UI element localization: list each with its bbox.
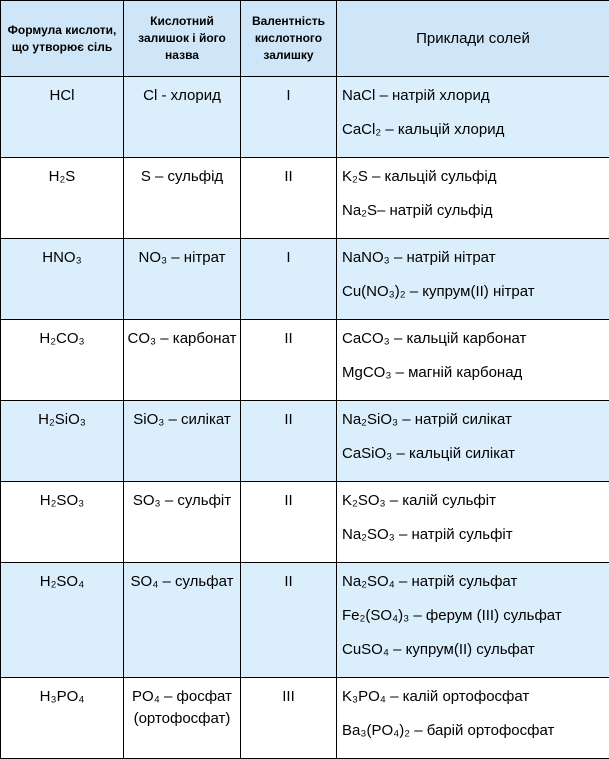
salt-example: CaSiO₃ – кальцій силікат bbox=[342, 443, 605, 477]
table-row bbox=[1, 678, 609, 759]
acid-residue: SO₃ – сульфіт bbox=[124, 482, 241, 563]
salt-example: NaCl – натрій хлорид bbox=[342, 85, 605, 119]
salt-example: CuSO₄ – купрум(II) сульфат bbox=[342, 639, 605, 673]
table-row bbox=[1, 401, 609, 482]
acid-residue: PO₄ – фосфат (ортофосфат) bbox=[124, 678, 241, 759]
salt-example: MgCO₃ – магній карбонад bbox=[342, 362, 605, 396]
salt-examples bbox=[337, 239, 609, 320]
acid-formula: H₂S bbox=[1, 158, 124, 239]
header-acid-residue: Кислотний залишок і його назва bbox=[124, 1, 241, 77]
header-valence: Валентність кислотного залишку bbox=[241, 1, 337, 77]
residue-valence: II bbox=[241, 320, 337, 401]
salt-example: CaCO₃ – кальцій карбонат bbox=[342, 328, 605, 362]
salt-examples bbox=[337, 482, 609, 563]
table-row bbox=[1, 482, 609, 563]
table-header-row bbox=[1, 1, 609, 77]
salt-example: Ba₃(PO₄)₂ – барій ортофосфат bbox=[342, 720, 605, 754]
salt-example: CaCl₂ – кальцій хлорид bbox=[342, 119, 605, 153]
salt-example: Cu(NO₃)₂ – купрум(II) нітрат bbox=[342, 281, 605, 315]
salt-example: Fe₂(SO₄)₃ – ферум (III) сульфат bbox=[342, 605, 605, 639]
salt-examples bbox=[337, 678, 609, 759]
header-salt-examples: Приклади солей bbox=[337, 1, 609, 77]
salt-example: Na₂SO₃ – натрій сульфіт bbox=[342, 524, 605, 558]
salt-example: K₃PO₄ – калій ортофосфат bbox=[342, 686, 605, 720]
acid-residue: S – сульфід bbox=[124, 158, 241, 239]
acid-formula: HCl bbox=[1, 77, 124, 158]
salt-example: NaNO₃ – натрій нітрат bbox=[342, 247, 605, 281]
salt-example: Na₂SO₄ – натрій сульфат bbox=[342, 571, 605, 605]
salt-example: K₂SO₃ – калій сульфіт bbox=[342, 490, 605, 524]
residue-valence: II bbox=[241, 563, 337, 678]
table-row bbox=[1, 77, 609, 158]
salt-examples bbox=[337, 158, 609, 239]
acid-residue: NO₃ – нітрат bbox=[124, 239, 241, 320]
acid-residue: SO₄ – сульфат bbox=[124, 563, 241, 678]
acid-formula: H₂CO₃ bbox=[1, 320, 124, 401]
salt-examples bbox=[337, 401, 609, 482]
salt-examples bbox=[337, 563, 609, 678]
salt-examples bbox=[337, 320, 609, 401]
acid-formula: H₂SO₄ bbox=[1, 563, 124, 678]
salt-examples bbox=[337, 77, 609, 158]
residue-valence: I bbox=[241, 77, 337, 158]
acid-residue: CO₃ – карбонат bbox=[124, 320, 241, 401]
residue-valence: II bbox=[241, 401, 337, 482]
acid-residue: Cl - хлорид bbox=[124, 77, 241, 158]
table-row bbox=[1, 158, 609, 239]
table-row bbox=[1, 563, 609, 678]
acid-formula: H₂SiO₃ bbox=[1, 401, 124, 482]
residue-valence: III bbox=[241, 678, 337, 759]
residue-valence: II bbox=[241, 158, 337, 239]
salt-example: Na₂S– натрій сульфід bbox=[342, 200, 605, 234]
acid-residue: SiO₃ – силікат bbox=[124, 401, 241, 482]
table-row bbox=[1, 320, 609, 401]
salt-example: K₂S – кальцій сульфід bbox=[342, 166, 605, 200]
header-acid-formula: Формула кислоти, що утворює сіль bbox=[1, 1, 124, 77]
acid-formula: H₂SO₃ bbox=[1, 482, 124, 563]
acid-formula: H₃PO₄ bbox=[1, 678, 124, 759]
table-row bbox=[1, 239, 609, 320]
residue-valence: II bbox=[241, 482, 337, 563]
salt-example: Na₂SiO₃ – натрій силікат bbox=[342, 409, 605, 443]
acid-formula: HNO₃ bbox=[1, 239, 124, 320]
residue-valence: I bbox=[241, 239, 337, 320]
